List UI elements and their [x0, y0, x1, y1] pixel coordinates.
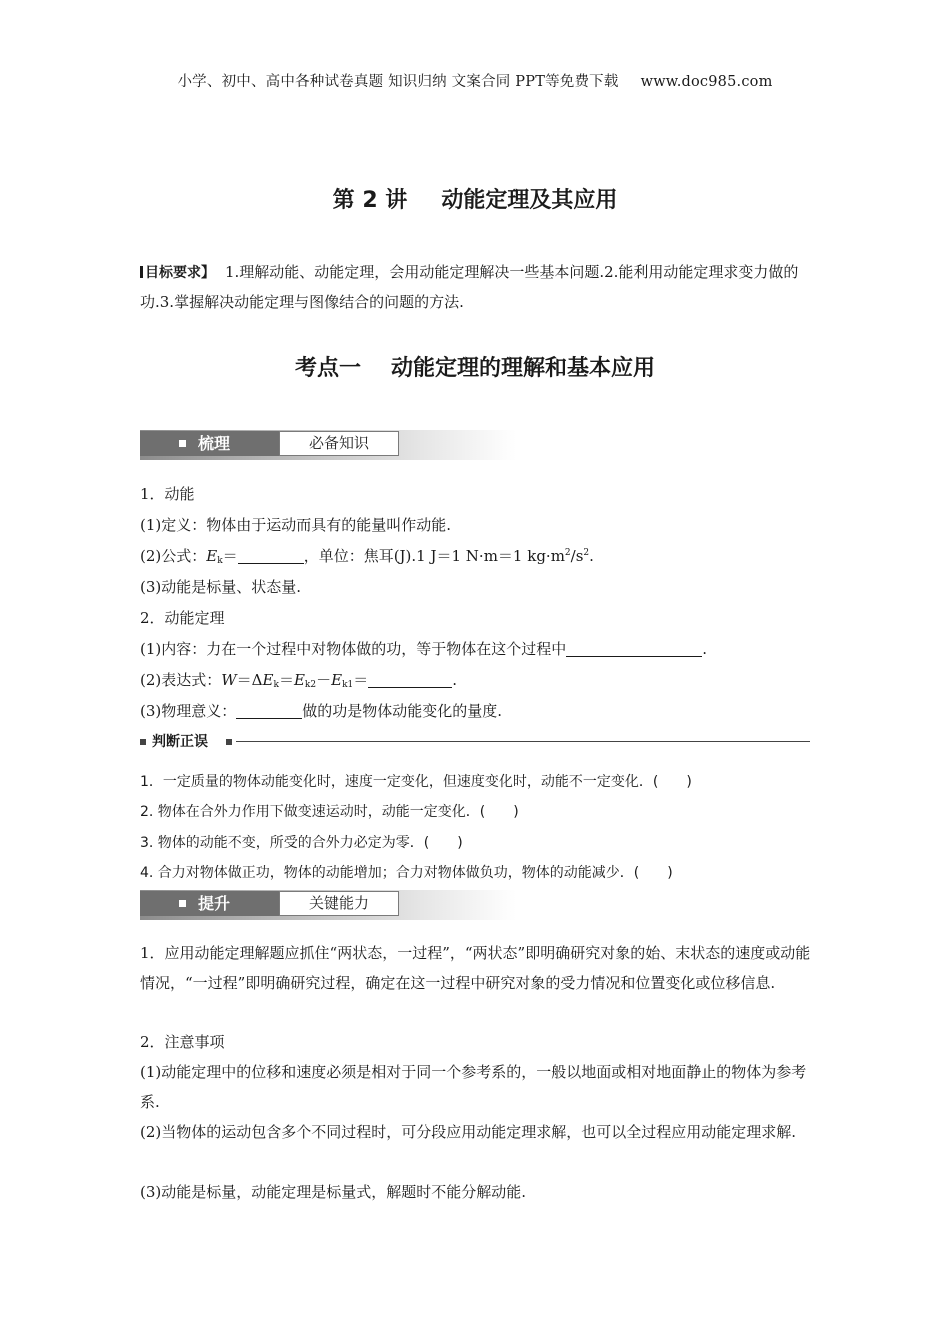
- goal-bracket-icon: [140, 266, 143, 278]
- section-title: 动能定理的理解和基本应用: [391, 356, 656, 381]
- goal-text: 1.理解动能、动能定理，会用动能定理解决一些基本问题.2.能利用动能定理求变力做的功.3.掌握解决动能定理与图像结合的问题的方法.: [140, 263, 799, 311]
- theorem-heading: 2．动能定理: [140, 609, 225, 627]
- content-blank[interactable]: [566, 642, 702, 657]
- page-header: [0, 70, 950, 91]
- title-lecture: 第 2 讲: [332, 188, 408, 213]
- kinetic-energy-heading: 1．动能: [140, 485, 195, 503]
- judge-header: [140, 733, 812, 753]
- judge-item: 3. 物体的动能不变，所受的合外力必定为零．( ): [140, 835, 463, 851]
- square-bullet-icon: [179, 440, 186, 447]
- definition-line: (1)定义：物体由于运动而具有的能量叫作动能.: [140, 516, 452, 534]
- section-heading: [0, 351, 950, 382]
- banner-light-label: 关键能力: [279, 891, 399, 916]
- knowledge-banner: [140, 430, 516, 460]
- content-line: (1)内容：力在一个过程中对物体做的功，等于物体在这个过程中 .: [140, 640, 708, 658]
- square-bullet-icon: [226, 739, 232, 745]
- square-bullet-icon: [179, 900, 186, 907]
- page-title: [0, 183, 950, 214]
- divider: [236, 741, 810, 742]
- ability-paragraph-4: (3)动能是标量，动能定理是标量式，解题时不能分解动能.: [140, 1183, 527, 1201]
- formula-line: (2)公式：$E_k=$ ，单位：焦耳(J).1 J＝1 N·m＝1 $kg\cdot m^2/s^2$.: [140, 547, 594, 566]
- formula-blank[interactable]: [238, 549, 304, 564]
- judge-item: 2. 物体在合外力作用下做变速运动时，动能一定变化．( ): [140, 804, 519, 820]
- meaning-line: (3)物理意义： 做的功是物体动能变化的量度.: [140, 702, 503, 720]
- header-url[interactable]: www.doc985.com: [640, 74, 773, 90]
- section-number: 考点一: [294, 356, 361, 381]
- ability-paragraph-1: 1．应用动能定理解题应抓住“两状态，一过程”，“两状态”即明确研究对象的始、末状态的速度或动能情况，“一过程”即明确研究过程，确定在这一过程中研究对象的受力情况和位置变化或位移信息.: [140, 944, 811, 992]
- header-text: 小学、初中、高中各种试卷真题 知识归纳 文案合同 PPT等免费下载: [177, 74, 619, 90]
- goal-tag: 目标要求】: [140, 265, 215, 281]
- banner-dark-label: 梳理: [140, 431, 279, 456]
- banner-light-label: 必备知识: [279, 431, 399, 456]
- judge-label: 判断正误: [152, 734, 208, 750]
- ability-banner: [140, 890, 516, 920]
- expression-line: (2)表达式：$W=\Delta E_k=E_{k2}-E_{k1}=$ .: [140, 671, 458, 690]
- learning-goals: [140, 258, 812, 317]
- judge-item: 1．一定质量的物体动能变化时，速度一定变化，但速度变化时，动能不一定变化．( ): [140, 774, 692, 790]
- scalar-line: (3)动能是标量、状态量.: [140, 578, 302, 596]
- square-bullet-icon: [140, 739, 146, 745]
- ability-paragraph-3: (2)当物体的运动包含多个不同过程时，可分段应用动能定理求解，也可以全过程应用动能定理求解.: [140, 1123, 797, 1141]
- expression-blank[interactable]: [368, 673, 452, 688]
- judge-item: 4. 合力对物体做正功，物体的动能增加；合力对物体做负功，物体的动能减少．( ): [140, 865, 673, 881]
- ability-paragraph-2: (1)动能定理中的位移和速度必须是相对于同一个参考系的，一般以地面或相对地面静止的物体为参考系.: [140, 1063, 807, 1111]
- banner-dark-label: 提升: [140, 891, 279, 916]
- title-topic: 动能定理及其应用: [441, 188, 618, 213]
- notes-heading: 2．注意事项: [140, 1033, 225, 1051]
- meaning-blank[interactable]: [236, 704, 302, 719]
